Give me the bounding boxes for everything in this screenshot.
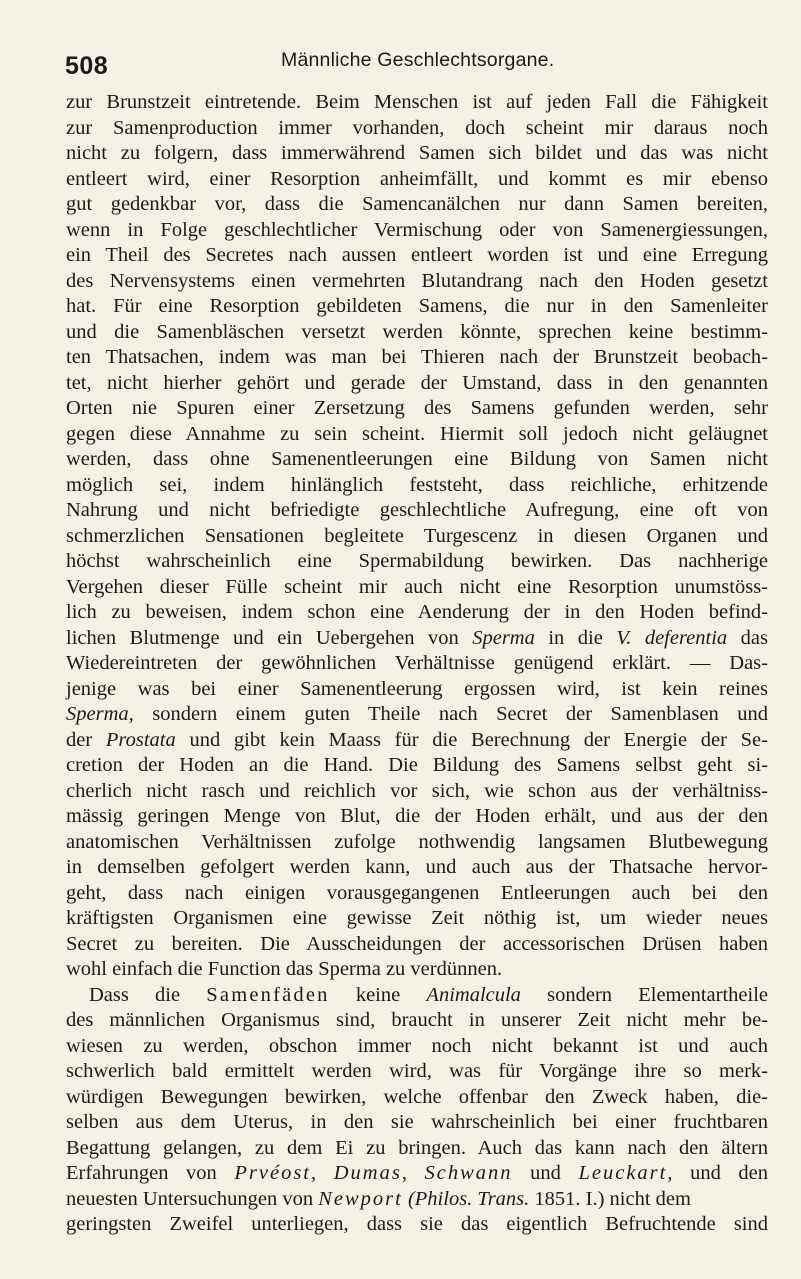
- text-segment: lich zu beweisen, indem schon eine Aenderung der in den Hoden befind-: [66, 601, 768, 623]
- emphasized-text: Animalcula: [426, 983, 521, 1006]
- text-line: [66, 371, 768, 397]
- text-line: [66, 243, 768, 269]
- emphasized-text: (Philos. Trans.: [402, 1187, 530, 1210]
- running-title: Männliche Geschlechtsorgane.: [281, 49, 555, 71]
- text-line: [66, 575, 768, 601]
- text-segment: Erfahrungen von: [66, 1162, 235, 1184]
- text-segment: anatomischen Verhältnissen zufolge nothwendig langsamen Blutbewegung: [66, 830, 768, 853]
- text-segment: ten Thatsachen, indem was man bei Thieren nach der Brunstzeit beobach-: [66, 346, 768, 368]
- text-line: [66, 600, 768, 626]
- text-segment: cherlich nicht rasch und reichlich vor sich, wie schon aus der verhältniss-: [66, 779, 768, 802]
- text-segment: das: [727, 626, 769, 649]
- text-segment: schmerzlichen Sensationen begleitete Turgescenz in diesen Organen und: [66, 524, 768, 547]
- text-line: [66, 881, 768, 907]
- text-segment: tet, nicht hierher gehört und gerade der Umstand, dass in den genannten: [66, 371, 768, 394]
- emphasized-text: Prvéost: [234, 1162, 311, 1184]
- text-line: [66, 1136, 768, 1162]
- text-segment: zur Brunstzeit eintretende. Beim Menschen ist auf jeden Fall die Fähigkeit: [66, 91, 768, 113]
- text-segment: höchst wahrscheinlich eine Spermabildung bewirken. Das nachherige: [66, 550, 768, 572]
- text-segment: in demselben gefolgert werden kann, und auch aus der Thatsache hervor-: [66, 856, 768, 878]
- text-segment: wenn in Folge geschlechtlicher Vermischung oder von Samenergiessungen,: [66, 218, 768, 241]
- text-segment: des Nervensystems einen vermehrten Blutandrang nach den Hoden gesetzt: [66, 269, 768, 292]
- emphasized-text: Prostata: [105, 728, 176, 751]
- emphasized-text: Schwann: [424, 1162, 513, 1184]
- emphasized-text: Samenfäden: [206, 983, 330, 1006]
- body-text: [66, 90, 768, 1238]
- text-segment: Vergehen dieser Fülle scheint mir auch nicht eine Resorption unumstöss-: [66, 575, 768, 598]
- text-line: [66, 294, 768, 320]
- text-line: [66, 141, 768, 167]
- text-segment: Secret zu bereiten. Die Ausscheidungen der accessorischen Drüsen haben: [66, 932, 768, 955]
- text-segment: selben aus dem Uterus, in den sie wahrscheinlich bei einer fruchtbaren: [66, 1111, 768, 1133]
- text-line: [66, 90, 768, 116]
- text-line: [66, 1110, 768, 1136]
- text-line: [66, 447, 768, 473]
- text-line: [66, 932, 768, 958]
- text-segment: des männlichen Organismus sind, braucht in unserer Zeit nicht mehr be-: [66, 1009, 768, 1031]
- text-line: [66, 345, 768, 371]
- text-segment: , und den: [667, 1162, 769, 1184]
- text-segment: und gibt kein Maass für die Berechnung der Energie der Se-: [175, 728, 768, 751]
- text-line: [66, 116, 768, 142]
- text-segment: der: [66, 728, 106, 751]
- emphasized-text: Newport: [318, 1187, 403, 1210]
- running-head: [65, 44, 765, 84]
- text-segment: geringsten Zweifel unterliegen, dass sie das eigentlich Befruchtende sind: [66, 1213, 768, 1235]
- text-segment: Orten nie Spuren einer Zersetzung des Samens gefunden werden, sehr: [66, 397, 768, 419]
- text-line: [66, 473, 768, 499]
- text-segment: gut gedenkbar vor, dass die Samencanälchen nur dann Samen bereiten,: [66, 193, 768, 215]
- emphasized-text: V. deferentia: [616, 626, 728, 649]
- page-number: 508: [65, 52, 109, 80]
- emphasized-text: Dumas: [333, 1162, 402, 1184]
- text-line: [66, 422, 768, 448]
- text-segment: geht, dass nach einigen vorausgegangenen Entleerungen auch bei den: [66, 881, 768, 904]
- text-line: [66, 855, 768, 881]
- text-line: [66, 804, 768, 830]
- text-line: [66, 651, 768, 677]
- text-line: [66, 1059, 768, 1085]
- text-line: [66, 1187, 768, 1213]
- text-line: [66, 192, 768, 218]
- text-segment: entleert wird, einer Resorption anheimfällt, und kommt es mir ebenso: [66, 167, 768, 190]
- text-line: [66, 269, 768, 295]
- text-segment: wiesen zu werden, obschon immer noch nicht bekannt ist und auch: [66, 1034, 768, 1057]
- text-segment: Nahrung und nicht befriedigte geschlechtliche Aufregung, eine oft von: [66, 499, 768, 521]
- text-line: [66, 396, 768, 422]
- text-segment: und die Samenbläschen versetzt werden könnte, sprechen keine bestimm-: [66, 320, 768, 343]
- text-line: [66, 1161, 768, 1187]
- text-segment: nicht zu folgern, dass immerwährend Samen sich bildet und das was nicht: [66, 142, 768, 164]
- text-line: [66, 498, 768, 524]
- text-segment: Dass die: [89, 983, 207, 1006]
- text-segment: gegen diese Annahme zu sein scheint. Hiermit soll jedoch nicht geläugnet: [66, 422, 768, 445]
- text-line: [66, 779, 768, 805]
- text-segment: sondern Elementartheile: [520, 983, 768, 1006]
- text-segment: zur Samenproduction immer vorhanden, doch scheint mir daraus noch: [66, 116, 768, 139]
- text-segment: möglich sei, indem hinlänglich feststeht, dass reichliche, erhitzende: [66, 473, 768, 496]
- text-segment: 1851. I.) nicht dem: [529, 1187, 691, 1210]
- text-segment: werden, dass ohne Samenentleerungen eine Bildung von Samen nicht: [66, 448, 768, 470]
- text-line: [66, 320, 768, 346]
- text-segment: jenige was bei einer Samenentleerung ergossen wird, ist kein reines: [66, 677, 768, 700]
- text-line: [66, 524, 768, 550]
- text-segment: cretion der Hoden an die Hand. Die Bildung des Samens selbst geht si-: [66, 754, 768, 776]
- text-segment: Begattung gelangen, zu dem Ei zu bringen. Auch das kann nach den ältern: [66, 1136, 768, 1159]
- text-segment: hat. Für eine Resorption gebildeten Samens, die nur in den Samenleiter: [66, 295, 768, 317]
- text-line: [66, 1085, 768, 1111]
- text-segment: würdigen Bewegungen bewirken, welche offenbar den Zweck haben, die-: [66, 1085, 768, 1108]
- text-line: [66, 218, 768, 244]
- text-segment: kräftigsten Organismen eine gewisse Zeit nöthig ist, um wieder neues: [66, 907, 768, 929]
- text-segment: neuesten Untersuchungen von: [66, 1187, 319, 1210]
- text-segment: und: [512, 1162, 579, 1184]
- text-line: [66, 677, 768, 703]
- emphasized-text: Sperma: [472, 626, 535, 649]
- text-segment: sondern einem guten Theile nach Secret der Samenblasen und: [133, 703, 768, 725]
- text-line: [66, 702, 768, 728]
- text-line: [66, 830, 768, 856]
- text-segment: schwerlich bald ermittelt werden wird, was für Vorgänge ihre so merk-: [66, 1060, 768, 1082]
- text-line: [66, 626, 768, 652]
- text-line: [66, 957, 768, 983]
- text-line: [66, 1008, 768, 1034]
- text-line: [66, 906, 768, 932]
- text-line: [66, 983, 768, 1009]
- text-line: [66, 728, 768, 754]
- text-segment: mässig geringen Menge von Blut, die der Hoden erhält, und aus der den: [66, 805, 768, 827]
- text-segment: wohl einfach die Function das Sperma zu verdünnen.: [66, 958, 503, 980]
- text-segment: ,: [401, 1162, 425, 1184]
- text-segment: Wiedereintreten der gewöhnlichen Verhältnisse genügend erklärt. — Das-: [66, 652, 768, 674]
- emphasized-text: Leuckart: [578, 1162, 668, 1184]
- text-line: [66, 167, 768, 193]
- text-line: [66, 1212, 768, 1238]
- text-segment: in die: [534, 626, 617, 649]
- text-segment: ein Theil des Secretes nach aussen entleert worden ist und eine Erregung: [66, 244, 768, 266]
- text-segment: lichen Blutmenge und ein Uebergehen von: [66, 626, 473, 649]
- text-line: [66, 549, 768, 575]
- text-line: [66, 753, 768, 779]
- text-segment: ,: [311, 1162, 334, 1184]
- emphasized-text: Sperma,: [66, 703, 134, 725]
- text-line: [66, 1034, 768, 1060]
- text-segment: keine: [329, 983, 427, 1006]
